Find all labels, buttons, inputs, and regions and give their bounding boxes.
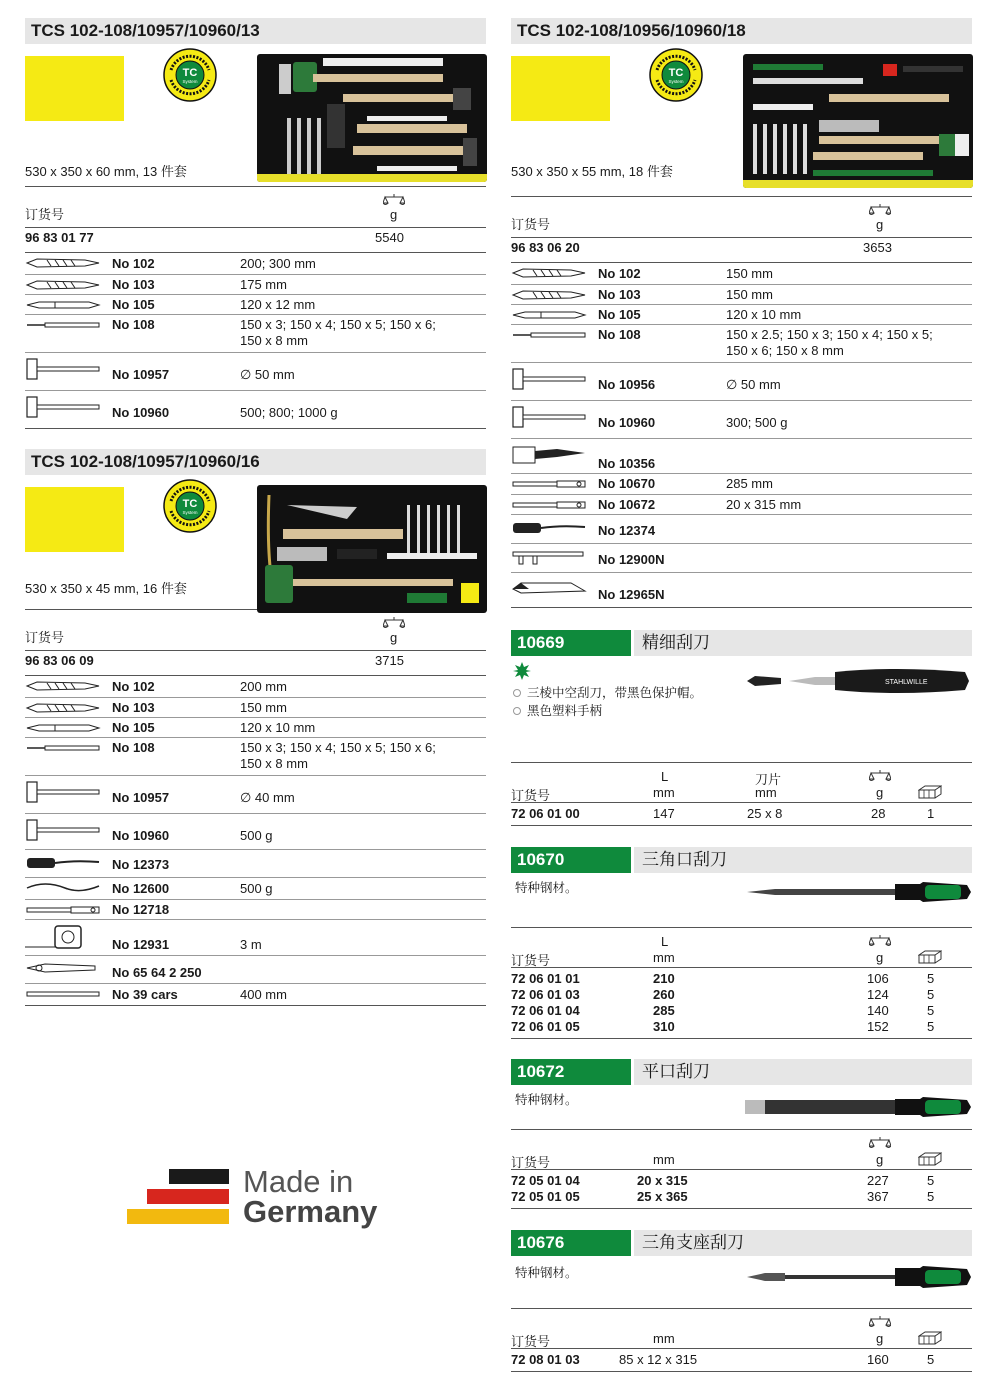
part-number: No 108 xyxy=(598,327,641,342)
part-row xyxy=(25,253,486,274)
color-swatch xyxy=(511,56,610,121)
order-label: 订货号 xyxy=(511,953,551,968)
punch-icon xyxy=(511,309,587,321)
set-media xyxy=(25,475,486,603)
product-number: 10669 xyxy=(511,630,631,656)
spec-row: 72 06 01 00 147 25 x 8 28 1 xyxy=(511,806,935,821)
size-unit: mm xyxy=(653,1331,675,1346)
left-column xyxy=(25,18,486,1006)
scraper-icon xyxy=(25,904,101,916)
part-number: No 12718 xyxy=(112,902,170,917)
feature-bullet: 黑色塑料手柄 xyxy=(513,702,602,720)
chisel-icon xyxy=(25,680,101,692)
part-spec: 175 mm xyxy=(240,277,287,292)
part-number: No 105 xyxy=(112,720,155,735)
part-row xyxy=(511,572,972,607)
product-description: 特种钢材。 xyxy=(515,881,578,895)
weight-scale-icon xyxy=(869,1315,891,1329)
weight-scale-icon xyxy=(383,616,405,630)
wire-brush-icon xyxy=(25,856,101,870)
hammer-icon xyxy=(511,405,587,429)
triangular-scraper-photo xyxy=(745,879,971,905)
feature-bullet: 三棱中空刮刀，带黑色保护帽。 xyxy=(513,684,702,702)
part-number: No 12374 xyxy=(598,523,656,538)
order-weight: 3715 xyxy=(375,653,404,668)
locking-pliers-icon xyxy=(25,960,101,976)
package-icon xyxy=(918,785,942,799)
magnetic-pickup-icon xyxy=(25,880,101,894)
part-number: No 10960 xyxy=(598,415,656,430)
product-header xyxy=(511,1230,972,1256)
package-icon xyxy=(918,1331,942,1345)
chisel-icon xyxy=(25,279,101,291)
size-unit: mm xyxy=(653,1152,675,1167)
part-spec: 500; 800; 1000 g xyxy=(240,405,338,420)
part-row xyxy=(511,494,972,514)
part-spec: ∅ 50 mm xyxy=(726,377,781,392)
part-number: No 10957 xyxy=(112,367,170,382)
part-row xyxy=(25,352,486,390)
part-spec: ∅ 40 mm xyxy=(240,790,295,805)
length-unit: mm xyxy=(653,785,675,800)
part-number: No 65 64 2 250 xyxy=(112,965,202,980)
part-row xyxy=(25,274,486,294)
made-in-text: Made in xyxy=(243,1164,354,1199)
mallet-icon xyxy=(25,357,101,381)
part-number: No 105 xyxy=(112,297,155,312)
order-weight: 3653 xyxy=(863,240,892,255)
chisel-icon xyxy=(25,702,101,714)
product-name: 三角支座刮刀 xyxy=(634,1230,972,1256)
weight-scale-icon xyxy=(383,193,405,207)
part-spec: 500 g xyxy=(240,828,273,843)
product-number: 10670 xyxy=(511,847,631,873)
part-number: No 108 xyxy=(112,740,155,755)
part-row xyxy=(511,362,972,400)
spec-row: 72 05 01 05 25 x 365 367 5 xyxy=(511,1189,935,1204)
part-number: No 10960 xyxy=(112,405,170,420)
tool-set-photo xyxy=(257,485,487,613)
part-number: No 39 cars xyxy=(112,987,178,1002)
set-dimensions: 530 x 350 x 45 mm, 16 件套 xyxy=(25,581,187,596)
triangular-support-scraper-photo xyxy=(745,1264,971,1290)
part-number: No 12931 xyxy=(112,937,170,952)
order-number: 96 83 01 77 xyxy=(25,230,94,245)
part-number: No 12965N xyxy=(598,587,665,602)
tc-system-logo-icon xyxy=(163,48,217,102)
part-spec: 200; 300 mm xyxy=(240,256,316,271)
spec-table-header xyxy=(511,763,972,803)
package-icon xyxy=(918,1152,942,1166)
spec-row: 72 06 01 05 310 152 5 xyxy=(511,1019,935,1034)
part-row xyxy=(25,314,486,352)
part-row xyxy=(25,983,486,1005)
caliper-icon xyxy=(511,548,587,566)
hammer-icon xyxy=(25,395,101,419)
order-row xyxy=(25,651,486,671)
part-row xyxy=(25,775,486,813)
part-row xyxy=(25,813,486,849)
part-number: No 102 xyxy=(598,266,641,281)
part-number: No 108 xyxy=(112,317,155,332)
part-number: No 102 xyxy=(112,256,155,271)
weight-scale-icon xyxy=(869,769,891,783)
weight-unit: g xyxy=(876,785,884,800)
color-swatch xyxy=(25,56,124,121)
blade-unit: mm xyxy=(755,785,777,800)
part-spec: 150 x 8 mm xyxy=(240,756,308,771)
tool-set-photo xyxy=(257,54,487,182)
weight-unit: g xyxy=(876,1152,884,1167)
set-title: TCS 102-108/10957/10960/16 xyxy=(25,449,486,475)
part-number: No 103 xyxy=(112,277,155,292)
part-row xyxy=(25,955,486,983)
part-spec: 300; 500 g xyxy=(726,415,788,430)
length-label: L xyxy=(661,934,669,949)
part-row xyxy=(511,543,972,572)
part-row xyxy=(25,697,486,717)
spec-row: 72 05 01 04 20 x 315 227 5 xyxy=(511,1173,935,1188)
order-number: 96 83 06 20 xyxy=(511,240,580,255)
part-spec: 150 mm xyxy=(726,287,773,302)
order-table-header xyxy=(511,197,972,237)
part-number: No 103 xyxy=(598,287,641,302)
made-in-germany-badge xyxy=(127,1165,427,1235)
order-weight: 5540 xyxy=(375,230,404,245)
part-spec: 500 g xyxy=(240,881,273,896)
part-spec: 400 mm xyxy=(240,987,287,1002)
product-body xyxy=(511,873,972,927)
spec-row: 72 06 01 04 285 140 5 xyxy=(511,1003,935,1018)
part-spec: 20 x 315 mm xyxy=(726,497,802,512)
tc-system-logo-icon xyxy=(163,479,217,533)
order-row xyxy=(25,228,486,248)
punch-icon xyxy=(25,722,101,734)
part-row xyxy=(511,324,972,362)
blade-label: 刀片 xyxy=(755,772,782,787)
set-dimensions: 530 x 350 x 55 mm, 18 件套 xyxy=(511,164,673,179)
part-spec: 3 m xyxy=(240,937,262,952)
product-name: 精细刮刀 xyxy=(634,630,972,656)
part-row xyxy=(25,737,486,775)
part-row xyxy=(25,877,486,899)
order-table-header xyxy=(25,610,486,650)
pin-punch-icon xyxy=(511,329,587,341)
putty-knife-icon xyxy=(511,443,587,465)
part-number: No 10356 xyxy=(598,456,656,471)
product-description: 特种钢材。 xyxy=(515,1266,578,1280)
pin-punch-icon xyxy=(25,319,101,331)
chisel-icon xyxy=(511,267,587,279)
product-header xyxy=(511,847,972,873)
product-name: 平口刮刀 xyxy=(634,1059,972,1085)
right-column xyxy=(511,18,972,1372)
order-row xyxy=(511,238,972,258)
order-number: 96 83 06 09 xyxy=(25,653,94,668)
part-spec: 200 mm xyxy=(240,679,287,694)
order-label: 订货号 xyxy=(511,1334,551,1349)
germany-text: Germany xyxy=(243,1194,378,1229)
product-header xyxy=(511,1059,972,1085)
hammer-icon xyxy=(25,818,101,842)
weight-scale-icon xyxy=(869,1136,891,1150)
part-row xyxy=(25,676,486,697)
part-row xyxy=(25,390,486,428)
pin-icon xyxy=(25,990,101,998)
order-label: 订货号 xyxy=(25,207,65,222)
part-row xyxy=(511,438,972,473)
tool-set-photo xyxy=(743,54,973,188)
product-body xyxy=(511,656,972,762)
part-row xyxy=(25,294,486,314)
part-row xyxy=(25,919,486,955)
part-spec: 150 x 2.5; 150 x 3; 150 x 4; 150 x 5; xyxy=(726,327,933,342)
part-spec: 150 x 6; 150 x 8 mm xyxy=(726,343,844,358)
part-row xyxy=(25,717,486,737)
spec-table-header xyxy=(511,1130,972,1170)
part-spec: 150 x 3; 150 x 4; 150 x 5; 150 x 6; xyxy=(240,740,436,755)
part-number: No 102 xyxy=(112,679,155,694)
weight-unit: g xyxy=(876,1331,884,1346)
part-number: No 105 xyxy=(598,307,641,322)
set-title: TCS 102-108/10957/10960/13 xyxy=(25,18,486,44)
part-spec: 150 x 3; 150 x 4; 150 x 5; 150 x 6; xyxy=(240,317,436,332)
order-label: 订货号 xyxy=(511,788,551,803)
set-title: TCS 102-108/10956/10960/18 xyxy=(511,18,972,44)
part-row xyxy=(25,849,486,877)
new-badge-icon xyxy=(513,662,531,680)
product-number: 10672 xyxy=(511,1059,631,1085)
part-spec: 285 mm xyxy=(726,476,773,491)
spec-table-header xyxy=(511,1309,972,1349)
product-body xyxy=(511,1256,972,1308)
weight-unit: g xyxy=(390,207,398,222)
punch-icon xyxy=(25,299,101,311)
set-dimensions: 530 x 350 x 60 mm, 13 件套 xyxy=(25,164,187,179)
product-description: 特种钢材。 xyxy=(515,1093,578,1107)
color-swatch xyxy=(25,487,124,552)
spec-row: 72 06 01 03 260 124 5 xyxy=(511,987,935,1002)
order-label: 订货号 xyxy=(511,217,551,232)
product-header xyxy=(511,630,972,656)
part-number: No 12373 xyxy=(112,857,170,872)
part-spec: 120 x 10 mm xyxy=(240,720,316,735)
triangular-scraper-icon xyxy=(511,478,587,490)
part-row xyxy=(511,263,972,284)
part-spec: 150 mm xyxy=(726,266,773,281)
part-number: No 10670 xyxy=(598,476,656,491)
mallet-icon xyxy=(25,780,101,804)
part-spec: 150 mm xyxy=(240,700,287,715)
flat-scraper-photo xyxy=(745,1095,971,1119)
weight-unit: g xyxy=(876,950,884,965)
weight-unit: g xyxy=(876,217,884,232)
weight-unit: g xyxy=(390,630,398,645)
part-number: No 10960 xyxy=(112,828,170,843)
tape-measure-icon xyxy=(25,924,101,950)
part-spec: 120 x 12 mm xyxy=(240,297,316,312)
part-spec: 120 x 10 mm xyxy=(726,307,802,322)
spec-row: 72 06 01 01 210 106 5 xyxy=(511,971,935,986)
hammer-icon xyxy=(511,367,587,391)
svg-text:STAHLWILLE: STAHLWILLE xyxy=(885,679,928,686)
weight-scale-icon xyxy=(869,934,891,948)
chisel-icon xyxy=(511,289,587,301)
part-number: No 10956 xyxy=(598,377,656,392)
part-spec: 150 x 8 mm xyxy=(240,333,308,348)
set-media xyxy=(25,44,486,186)
part-row xyxy=(511,284,972,304)
part-row xyxy=(511,400,972,438)
spec-row: 72 08 01 03 85 x 12 x 315 160 5 xyxy=(511,1352,935,1367)
part-number: No 12600 xyxy=(112,881,170,896)
length-unit: mm xyxy=(653,950,675,965)
part-spec: ∅ 50 mm xyxy=(240,367,295,382)
product-name: 三角口刮刀 xyxy=(634,847,972,873)
part-number: No 10672 xyxy=(598,497,656,512)
part-row xyxy=(511,473,972,494)
spec-table-header xyxy=(511,928,972,968)
order-table-header xyxy=(25,187,486,227)
part-row xyxy=(511,304,972,324)
order-label: 订货号 xyxy=(25,630,65,645)
set-media xyxy=(511,44,972,196)
product-body xyxy=(511,1085,972,1129)
tc-system-logo-icon xyxy=(649,48,703,102)
order-label: 订货号 xyxy=(511,1155,551,1170)
product-number: 10676 xyxy=(511,1230,631,1256)
part-row xyxy=(25,899,486,919)
utility-knife-icon xyxy=(511,579,587,597)
weight-scale-icon xyxy=(869,203,891,217)
part-number: No 10957 xyxy=(112,790,170,805)
germany-flag-icon xyxy=(127,1169,237,1229)
part-number: No 12900N xyxy=(598,552,665,567)
part-number: No 103 xyxy=(112,700,155,715)
flat-scraper-icon xyxy=(511,499,587,511)
fine-scraper-photo xyxy=(745,664,971,698)
wire-brush-icon xyxy=(511,521,587,535)
pin-punch-icon xyxy=(25,742,101,754)
package-icon xyxy=(918,950,942,964)
length-label: L xyxy=(661,769,669,784)
chisel-icon xyxy=(25,257,101,269)
part-row xyxy=(511,514,972,543)
